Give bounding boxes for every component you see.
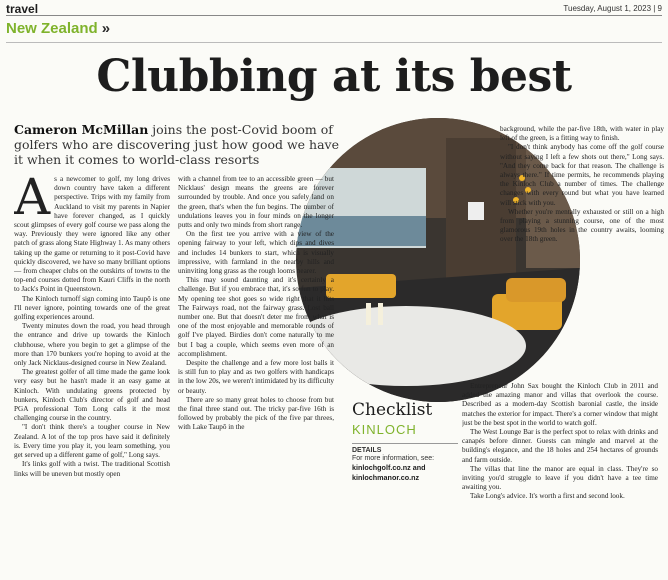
- paragraph: Entrepreneur John Sax bought the Kinloch Club in 2011 and added the amazing manor and villas that overlook the course. Described as a modern-day Scottish baronial castle, the inside matches the exterior for impact. There's a corner window that might just be the best spot in the world to watch golf.: [462, 382, 658, 427]
- article-column-2: [178, 175, 334, 575]
- kicker-text: New Zealand: [6, 20, 98, 37]
- paragraph: The West Lounge Bar is the perfect spot to relax with drinks and canapés before dinner. Guests can mingle and marvel at the building's elegance, and the 18 holes and 254 hectares of grounds and farm outside.: [462, 428, 658, 464]
- article-column-3-lower: [462, 382, 658, 577]
- paragraph: s a newcomer to golf, my long drives down country have taken a different perspective. Trips with my family from Auckland to visit my parents in Napier have forever changed, as I quickly scout glimpses of every golf course we pass along the way. Previously they were ignored like any other patch of grass along State Highway 1. As many others taking up the game or returning to it post-Covid have quickly discovered, we have so many brilliant options — from cheaper clubs on the outskirts of towns to the top-end courses dotted from Kauri Cliffs in the north to Jack's Point in Queenstown.: [14, 175, 170, 294]
- kicker-rule: [6, 42, 662, 43]
- paragraph: The greatest golfer of all time made the game look very easy but he hasn't made it an easy game at Kinloch. With undulating greens protected by bunkers, Kinloch Club's director of golf and head PGA professional Tom Long calls it the most challenging course in the country.: [14, 368, 170, 423]
- article-column-1: [14, 175, 170, 575]
- paragraph: Twenty minutes down the road, you head through the entrance and drive up towards the Kinloch clubhouse, where you begin to get a glimpse of the more than 170 bunkers you're hoping to avoid at the only Jack Nicklaus-designed course in New Zealand.: [14, 322, 170, 368]
- paragraph: "I don't think anybody has come off the golf course without saying I left a few shots out there," Long says. "And they come back for that reason. The challenge is always there." If time permits, he recommends playing the Kinloch Club a number of times. The challenge changes with every round but what you have learned will stick with you.: [500, 143, 664, 207]
- link-kinlochgolf[interactable]: kinlochgolf.co.nz and: [352, 463, 426, 472]
- paragraph: background, while the par-five 18th, with water in play left of the green, is a fitting way to finish.: [500, 125, 664, 143]
- paragraph: The Kinloch turnoff sign coming into Taupō is one I'll never ignore, pointing towards one of the great golfing experiences around.: [14, 294, 170, 322]
- paragraph: The villas that line the manor are equal in class. They're so inviting you'd struggle to leave if you didn't have a tee time awaiting you.: [462, 464, 658, 492]
- paragraph: There are so many great holes to choose from but the final three stand out. The tricky par-five 16th is followed by probably the pick of the five par threes, with Lake Taupō in the: [178, 395, 334, 432]
- paragraph: Take Long's advice. It's worth a first and second look.: [470, 492, 625, 501]
- paragraph: It's links golf with a twist. The traditional Scottish links will be uneven but mostly open: [14, 460, 170, 478]
- paragraph: Despite the challenge and a few more lost balls it is still fun to play and as two golfers with handicaps in the low 20s, we weren't intimidated by its difficulty or beauty.: [178, 359, 334, 395]
- paragraph: with a channel from tee to an accessible green — but Nicklaus' design means the greens are forever surrounded by trouble. And once you safely land on the green, that's when the fun begins. The number of undulations leaves you in four minds on the longer putts and only two minds from short range.: [178, 175, 334, 230]
- details-text: For more information, see:: [352, 455, 435, 462]
- section-label: travel: [6, 2, 39, 16]
- checklist-subtitle: KINLOCH: [352, 422, 417, 437]
- standfirst: [14, 122, 344, 167]
- date-line: Tuesday, August 1, 2023 | 9: [563, 4, 662, 13]
- paragraph: "I don't think there's a tougher course in New Zealand. A lot of the top pros have said it definitely is. Every time you play it, you learn something, you get served up a different game of golf," Long says.: [14, 423, 170, 460]
- paragraph: Whether you're mentally exhausted or still on a high from playing a stunning course, one of the most glamorous 19th holes in the country awaits, looming over the 18th green.: [500, 207, 664, 244]
- divider: [352, 443, 458, 444]
- paragraph: On the first tee you arrive with a view of the opening fairway to your left, which dips and dives and includes 14 bunkers to start, which is visually impressive, with farmland in the nearby hills and uninviting long grass as the rough looms nearer.: [178, 230, 334, 276]
- standfirst-text: joins the post-Covid boom of golfers who are discovering just how good we have it when it comes to world-class resorts: [14, 122, 340, 167]
- kicker: [6, 20, 110, 37]
- checklist-title: Checklist: [352, 400, 433, 420]
- link-kinlochmanor[interactable]: kinlochmanor.co.nz: [352, 473, 420, 482]
- paragraph: This may sound daunting and it's certainly a challenge. But if you embrace that, it's so fun to play. My opening tee shot goes so wide right that it hits The Fairways road, not the fairway grass. Lost ball number one. But that doesn't deter me from what is one of the most enjoyable and memorable rounds of golf I've played. Birdies don't come naturally to me but I bag a couple, which seems even more of an accomplishment.: [178, 276, 334, 358]
- details-label: DETAILS: [352, 447, 382, 454]
- chevron-right-icon: »: [101, 20, 111, 37]
- checklist-box: [352, 400, 458, 483]
- drop-cap: A: [14, 175, 51, 226]
- top-rule: [6, 15, 662, 16]
- headline: Clubbing at its best: [96, 51, 572, 102]
- author-name: Cameron McMillan: [14, 122, 149, 137]
- top-bar: [6, 2, 662, 16]
